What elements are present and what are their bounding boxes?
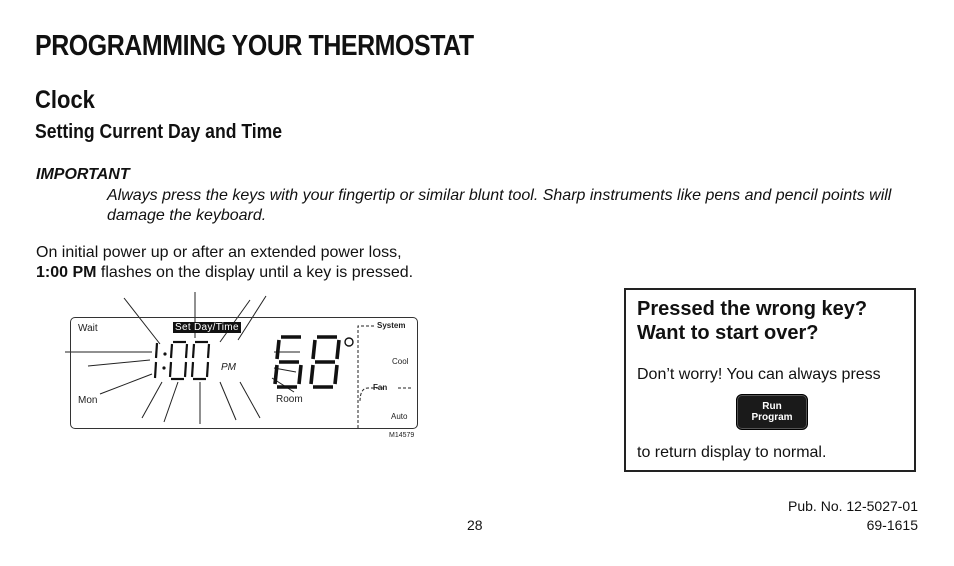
wrong-key-callout (624, 288, 916, 472)
subsection-heading: Setting Current Day and Time (35, 121, 283, 143)
page-number: 28 (467, 517, 483, 533)
auto-label: Auto (391, 412, 408, 421)
run-program-button[interactable] (736, 394, 808, 430)
thermostat-display (70, 317, 418, 429)
set-day-time-label: Set Day/Time (175, 322, 239, 333)
mode-bracket-icon (354, 320, 414, 428)
room-label: Room (276, 394, 303, 405)
wait-label: Wait (78, 323, 98, 334)
temperature-digits (271, 334, 361, 392)
callout-instruction: Don’t worry! You can always press (637, 366, 881, 383)
callout-result: to return display to normal. (637, 444, 827, 461)
fan-label: Fan (373, 383, 388, 392)
flash-time: 1:00 PM (36, 264, 97, 281)
doc-number: 69-1615 (866, 517, 918, 533)
publication-number (788, 497, 918, 535)
important-text: Always press the keys with your fingertip or similar blunt tool. Sharp instruments like pens and pencil points will damage the keyboard. (107, 187, 892, 224)
degree-icon (345, 338, 353, 346)
system-label: System (377, 321, 406, 330)
power-up-paragraph: On initial power up or after an extended power loss, (36, 244, 402, 261)
run-program-label-line2: Program (751, 412, 793, 423)
flash-text: flashes on the display until a key is pressed. (96, 264, 414, 281)
figure-code: M14579 (389, 432, 415, 439)
day-label: Mon (78, 395, 98, 406)
time-digits (151, 340, 221, 382)
run-program-label-line1: Run (762, 401, 782, 412)
important-label: IMPORTANT (36, 166, 130, 183)
flash-paragraph (36, 263, 413, 283)
pm-indicator: PM (221, 362, 236, 373)
page-title: PROGRAMMING YOUR THERMOSTAT (35, 30, 474, 62)
cool-label: Cool (392, 357, 409, 366)
section-heading: Clock (35, 86, 95, 114)
pub-number: Pub. No. 12-5027-01 (788, 498, 918, 514)
callout-title: Pressed the wrong key? Want to start over? (637, 298, 868, 344)
